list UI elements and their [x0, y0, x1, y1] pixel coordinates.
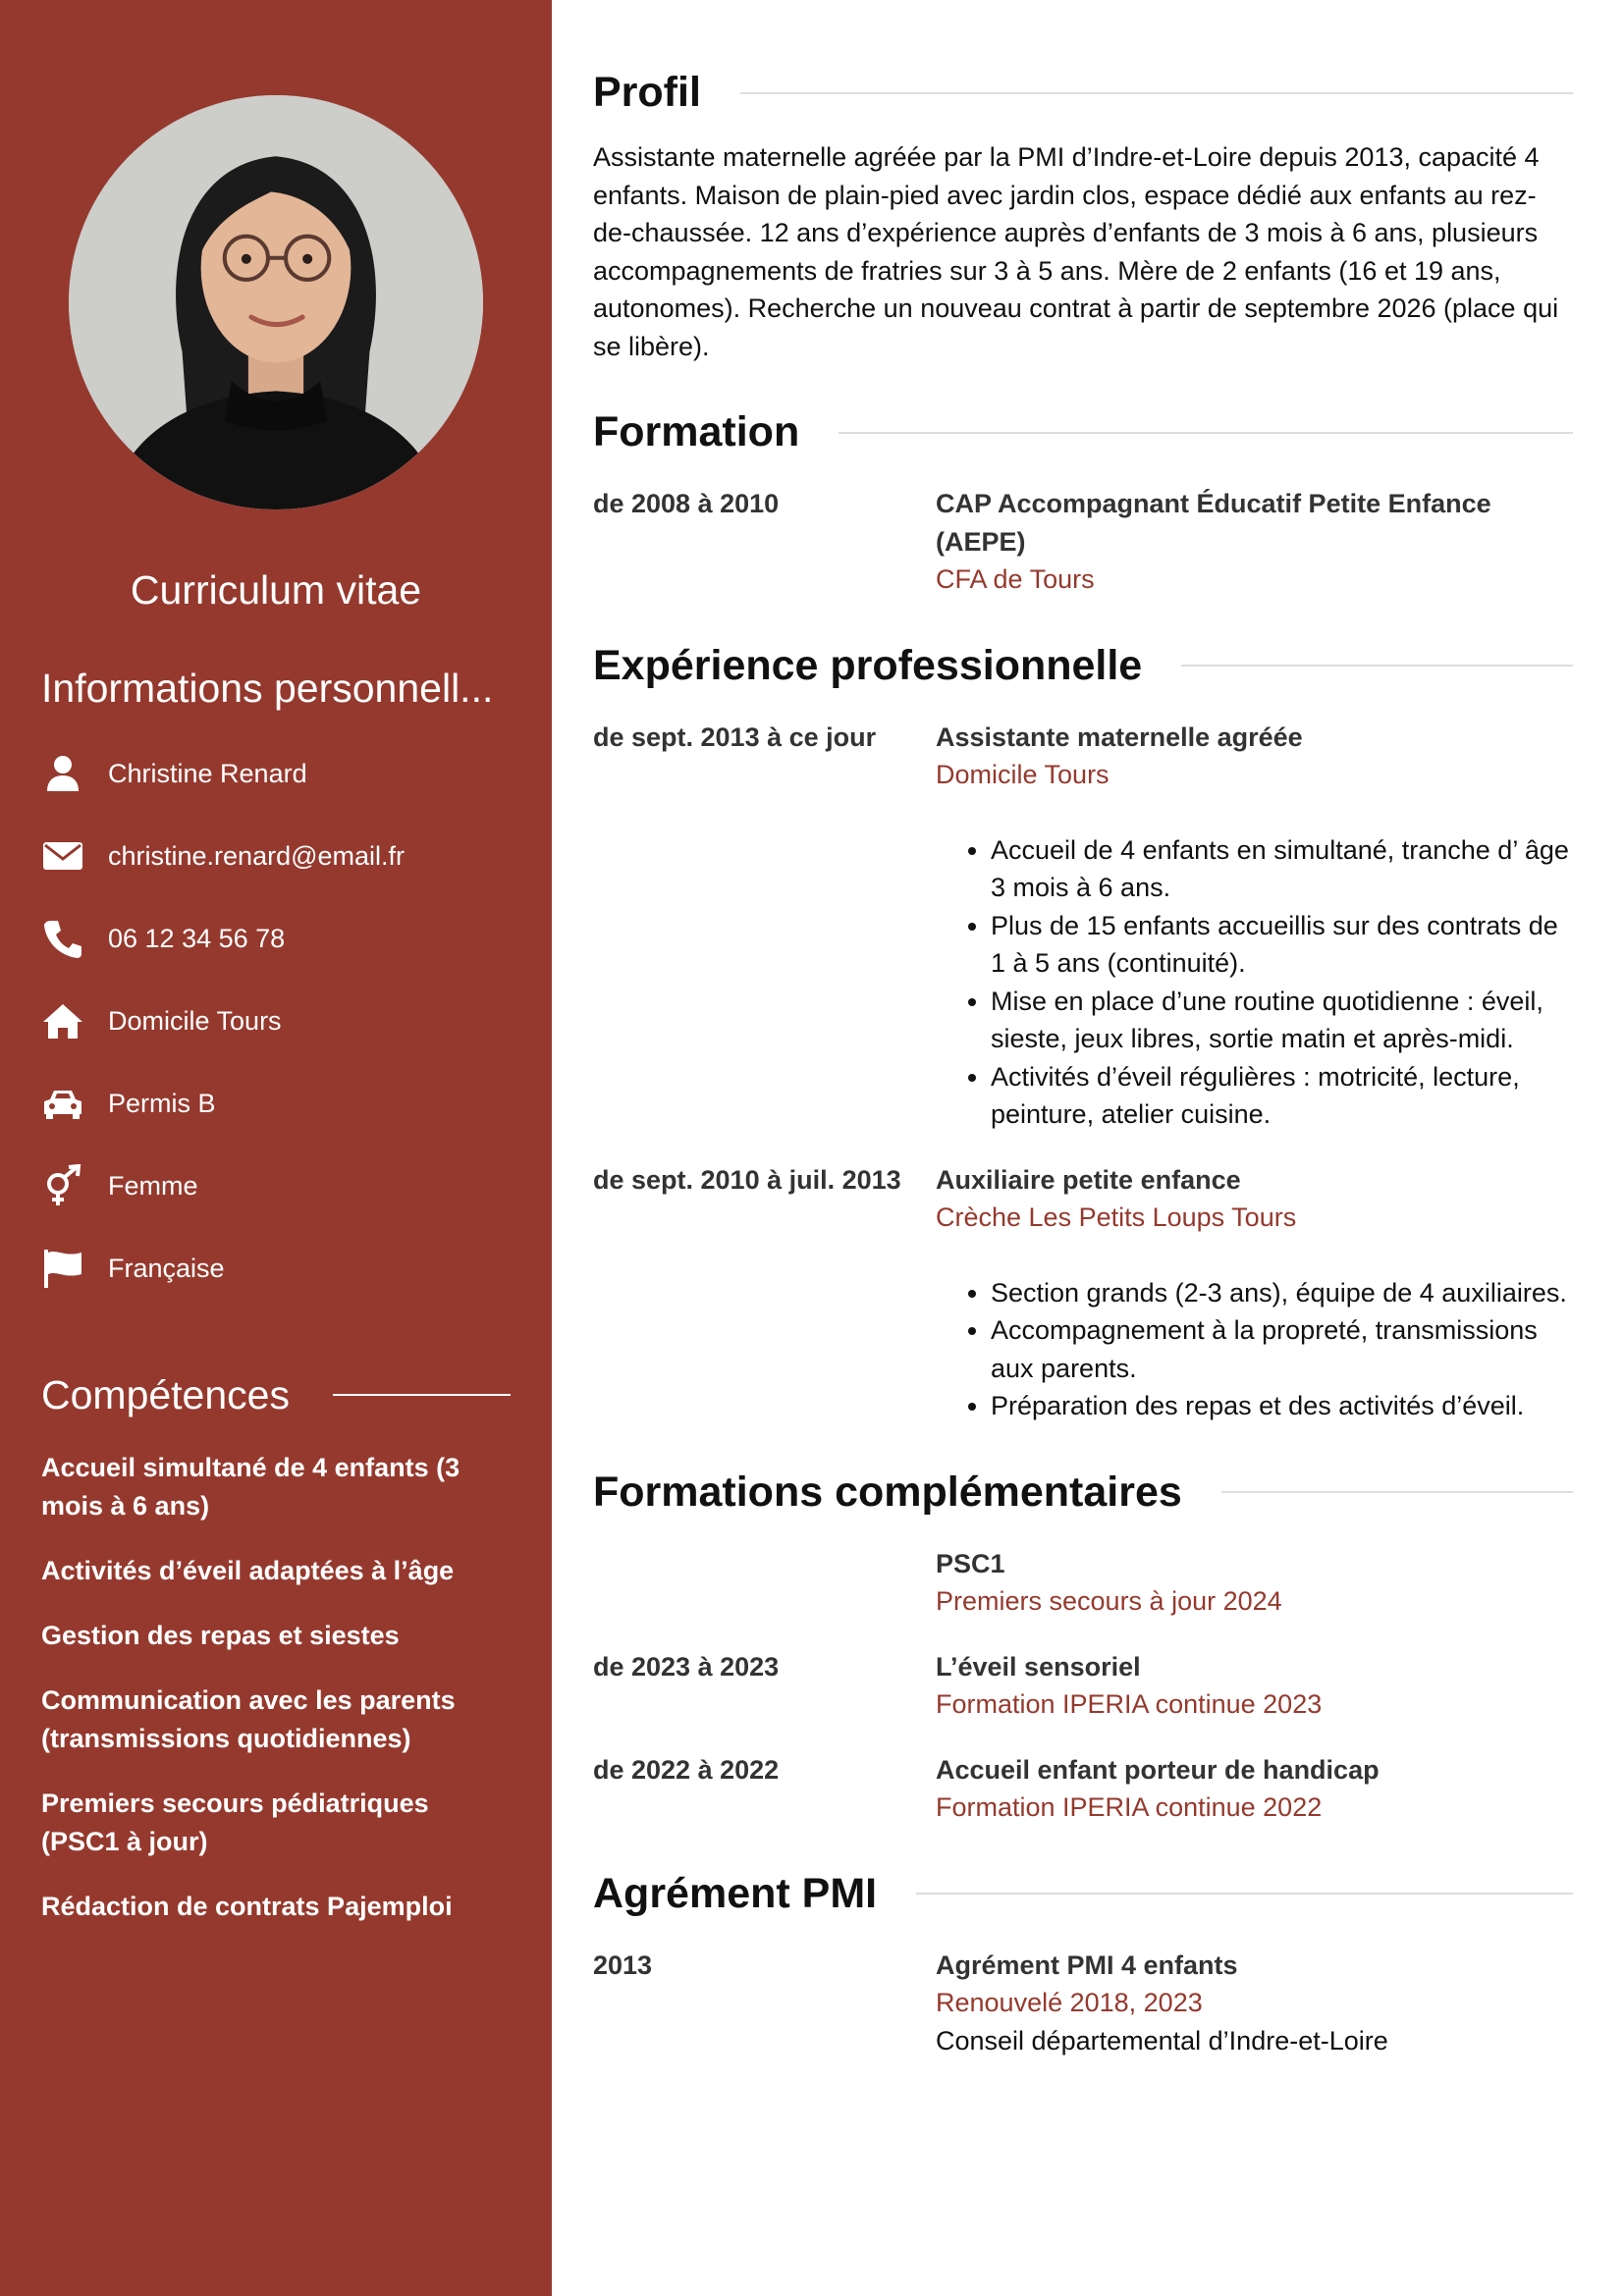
skill-item: Accueil simultané de 4 enfants (3 mois à 6 ans): [41, 1453, 460, 1521]
entry-title: CAP Accompagnant Éducatif Petite Enfance (AEPE): [936, 489, 1491, 557]
info-phone-text: 06 12 34 56 78: [108, 923, 286, 953]
entry-title: Agrément PMI 4 enfants: [936, 1949, 1238, 1980]
personal-info-list: [41, 732, 511, 1309]
skill-item: Gestion des repas et siestes: [41, 1621, 400, 1650]
bullet-item: • Plus de 15 enfants accueillis sur des contrats de 1 à 5 ans (continuité).: [991, 907, 1573, 983]
info-address-text: Domicile Tours: [108, 1005, 282, 1036]
sidebar: [0, 0, 552, 2296]
entry-detail: Renouvelé 2018, 2023: [936, 1988, 1203, 2017]
entry-date: [593, 1545, 936, 1621]
bullet-item: • Activités d’éveil régulières : motricité, lecture, peinture, atelier cuisine.: [991, 1058, 1573, 1134]
section-divider: [916, 1893, 1573, 1895]
pmi-section: [593, 1870, 1573, 2060]
skills-list: [41, 1449, 511, 1926]
entry-date: de sept. 2010 à juil. 2013: [593, 1164, 901, 1195]
info-email-text: christine.renard@email.fr: [108, 840, 406, 871]
training-section: [593, 1468, 1573, 1827]
entry-institution: CFA de Tours: [936, 564, 1095, 594]
flag-icon: [41, 1247, 84, 1290]
section-divider: [839, 432, 1573, 434]
skills-heading: Compétences: [41, 1372, 290, 1417]
entry-detail: Formation IPERIA continue 2022: [936, 1792, 1323, 1822]
profile-heading: Profil: [593, 69, 701, 116]
experience-heading: Expérience professionnelle: [593, 641, 1143, 689]
pmi-entry: [593, 1947, 1573, 2060]
education-entry: [593, 485, 1573, 599]
pmi-heading: Agrément PMI: [593, 1869, 878, 1917]
section-divider: [1181, 665, 1573, 667]
entry-bullets: [936, 831, 1573, 1134]
skills-divider: [333, 1394, 511, 1396]
bullet-item: • Section grands (2-3 ans), équipe de 4 auxiliaires.: [991, 1274, 1573, 1312]
section-divider: [1221, 1491, 1573, 1493]
profile-section: [593, 69, 1573, 365]
education-heading: Formation: [593, 408, 800, 455]
entry-detail: Premiers secours à jour 2024: [936, 1586, 1282, 1616]
info-nationality: [41, 1227, 511, 1309]
gender-icon: [41, 1164, 84, 1207]
entry-date: de 2008 à 2010: [593, 489, 780, 518]
info-gender-text: Femme: [108, 1170, 198, 1201]
bullet-item: • Accompagnement à la propreté, transmissions aux parents.: [991, 1311, 1573, 1387]
entry-date: de 2022 à 2022: [593, 1754, 780, 1785]
education-section: [593, 408, 1573, 599]
skill-item: Rédaction de contrats Pajemploi: [41, 1892, 453, 1921]
experience-entry: [593, 719, 1573, 1134]
info-phone: [41, 897, 511, 980]
bullet-item: • Préparation des repas et des activités d’éveil.: [991, 1387, 1573, 1425]
experience-entry: [593, 1161, 1573, 1425]
info-license-text: Permis B: [108, 1088, 216, 1118]
entry-title: Assistante maternelle agréée: [936, 721, 1303, 752]
entry-authority: Conseil départemental d’Indre-et-Loire: [936, 2025, 1388, 2056]
entry-employer: Domicile Tours: [936, 760, 1110, 789]
entry-title: Auxiliaire petite enfance: [936, 1164, 1241, 1195]
entry-title: L’éveil sensoriel: [936, 1651, 1141, 1682]
section-divider: [740, 92, 1573, 94]
entry-detail: Formation IPERIA continue 2023: [936, 1689, 1323, 1719]
user-icon: [41, 752, 84, 795]
portrait-image: [69, 95, 483, 509]
car-icon: [41, 1082, 84, 1125]
experience-section: [593, 642, 1573, 1425]
entry-bullets: [936, 1274, 1573, 1425]
personal-info-heading: Informations personnell...: [41, 666, 494, 711]
profile-text: Assistante maternelle agréée par la PMI d’Indre-et-Loire depuis 2013, capacité 4 enfants. Maison de plain-pied avec jardin clos, espace dédié aux enfants au rez-de-chaussée. 12 ans d’expérience auprès d’enfants de 3 mois à 6 ans, plusieurs accompagnements de fratries sur 3 à 5 ans. Mère de 2 enfants (16 et 19 ans, autonomes). Recherche un nouveau contrat à partir de septembre 2026 (place qui se libère).: [593, 142, 1559, 361]
bullet-item: • Accueil de 4 enfants en simultané, tranche d’ âge 3 mois à 6 ans.: [991, 831, 1573, 907]
entry-employer: Crèche Les Petits Loups Tours: [936, 1202, 1297, 1232]
entry-date: de sept. 2013 à ce jour: [593, 721, 877, 752]
training-entry: [593, 1545, 1573, 1621]
entry-title: Accueil enfant porteur de handicap: [936, 1754, 1380, 1785]
phone-icon: [41, 917, 84, 960]
info-nationality-text: Française: [108, 1253, 225, 1283]
info-name: [41, 732, 511, 815]
bullet-item: • Mise en place d’une routine quotidienne : éveil, sieste, jeux libres, sortie matin et après-midi.: [991, 983, 1573, 1058]
entry-title: PSC1: [936, 1548, 1005, 1578]
main-content: [552, 0, 1624, 2296]
envelope-icon: [41, 834, 84, 878]
home-icon: [41, 999, 84, 1042]
info-name-text: Christine Renard: [108, 758, 307, 788]
skill-item: Premiers secours pédiatriques (PSC1 à jour): [41, 1789, 429, 1856]
training-heading: Formations complémentaires: [593, 1468, 1182, 1516]
skills-heading-row: [41, 1370, 511, 1419]
info-license: [41, 1062, 511, 1145]
entry-date: de 2023 à 2023: [593, 1651, 780, 1682]
training-entry: [593, 1751, 1573, 1827]
skill-item: Communication avec les parents (transmissions quotidiennes): [41, 1685, 456, 1753]
profile-photo: [69, 95, 483, 509]
cv-title: Curriculum vitae: [130, 567, 422, 613]
training-entry: [593, 1648, 1573, 1724]
entry-date: 2013: [593, 1949, 653, 1980]
info-address: [41, 980, 511, 1062]
info-gender: [41, 1145, 511, 1227]
info-email: [41, 815, 511, 897]
skill-item: Activités d’éveil adaptées à l’âge: [41, 1556, 455, 1585]
